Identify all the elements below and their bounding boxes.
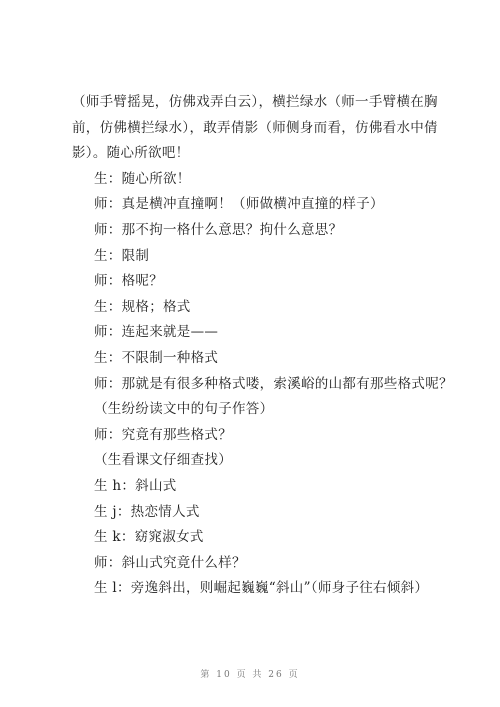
dialogue-line: 生 k：窈窕淑女式 [94,529,204,546]
dialogue-line: 师：究竟有那些格式？ [94,426,232,443]
dialogue-line: 生：随心所欲！ [94,170,191,187]
document-body [72,90,453,602]
dialogue-line: 师：连起来就是—— [94,324,219,341]
text-line: （师手臂摇晃，仿佛戏弄白云），横拦绿水（师一手臂横在胸 [72,94,438,110]
text-line: 影）。随心所欲吧！ [72,145,190,162]
dialogue-line: 生：限制 [94,247,150,264]
dialogue-line: 生：规格；格式 [94,298,191,315]
dialogue-line: （生看课文仔细查找） [94,452,232,469]
dialogue-line: 生 j：热恋情人式 [94,503,200,520]
page-number-footer: 第 10 页 共 26 页 [200,670,300,680]
dialogue-line: 师：格呢？ [94,273,163,290]
dialogue-line: 生 l：旁逸斜出，则崛起巍巍“斜山”（师身子往右倾斜） [94,580,429,597]
text-line: 前，仿佛横拦绿水），敢弄倩影（师侧身而看，仿佛看水中倩 [72,119,438,136]
dialogue-line: 师：那不拘一格什么意思？拘什么意思？ [94,221,343,238]
dialogue-line: 生 h：斜山式 [94,477,177,494]
dialogue-line: （生纷纷读文中的句子作答） [94,401,274,418]
dialogue-line: 师：真是横冲直撞啊！（师做横冲直撞的样子） [94,196,384,213]
dialogue-line: 师：那就是有很多种格式喽，索溪峪的山都有那些格式呢？ [94,375,453,392]
dialogue-line: 师：斜山式究竟什么样？ [94,554,246,571]
dialogue-line: 生：不限制一种格式 [94,349,219,366]
